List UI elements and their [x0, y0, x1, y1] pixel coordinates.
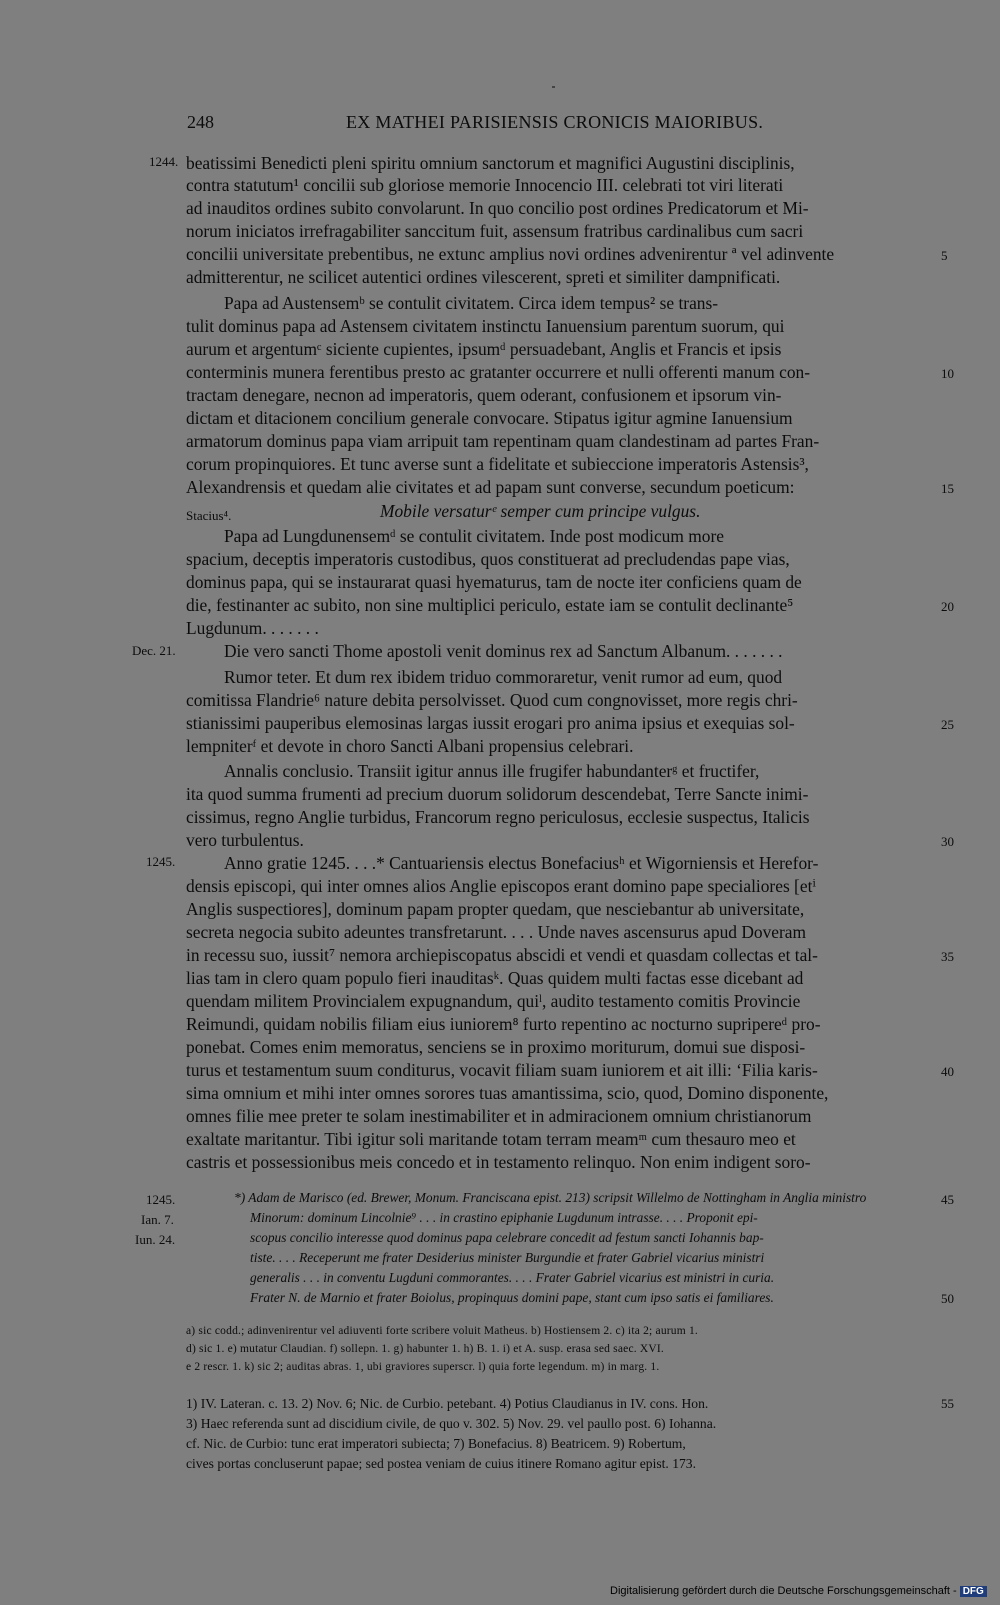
line-number: 40 [941, 1064, 954, 1079]
line-number: 15 [941, 481, 954, 496]
body-line: tractam denegare, necnon ad imperatoris, quem oderant, confusionem et ipsorum vin- [186, 385, 782, 405]
body-line: die, festinanter ac subito, non sine multiplici periculo, estate iam se contulit declinante⁵ [186, 595, 794, 615]
body-line: secreta negocia subito adeuntes transfretarunt. . . . Unde naves ascensurus apud Doveram [186, 922, 807, 942]
line-number: 10 [941, 366, 954, 381]
verse-quote: Mobile versaturᵉ semper cum principe vulgus. [380, 501, 701, 521]
line-number: 55 [941, 1396, 954, 1411]
body-line: stianissimi pauperibus elemosinas largas iussit erogari pro anima ipsius et exequias sol- [186, 713, 795, 733]
body-line: turus et testamentum suum conditurus, vocavit filiam suam iuniorem et ait illi: ‘Filia karis- [186, 1060, 818, 1080]
body-line: Die vero sancti Thome apostoli venit dominus rex ad Sanctum Albanum. . . . . . . [224, 641, 783, 661]
body-line: lempniterᶠ et devote in choro Sancti Albani propensius celebrari. [186, 736, 634, 756]
footnote-line: scopus concilio interesse quod dominus papa celebrare concedit ad festum sancti Iohannis bap- [250, 1230, 764, 1245]
dfg-logo: DFG [960, 1586, 987, 1597]
scan-mark [552, 86, 555, 88]
line-number: 50 [941, 1291, 954, 1306]
footnote-line: Minorum: dominum Lincolnie⁹ . . . in crastino epiphanie Lugdunum intrasse. . . . Proponit epi- [250, 1210, 758, 1225]
apparatus-line: a) sic codd.; adinvenirentur vel adiuventi forte scribere voluit Matheus. b) Hostiensem 2. c) ita 2; aurum 1. [186, 1325, 699, 1337]
apparatus-line: e 2 rescr. 1. k) sic 2; auditas abras. 1, ubi graviores superscr. l) quia forte legendum. m) in marg. 1. [186, 1361, 660, 1373]
apparatus-line: d) sic 1. e) mutatur Claudian. f) sollepn. 1. g) habunter 1. h) B. 1. i) et A. susp. erasa sed saec. XVI. [186, 1343, 665, 1355]
body-line: cissimus, regno Anglie turbidus, Francorum regno periculosus, ecclesie suspectus, Italicis [186, 807, 810, 827]
section-heading-line: Rumor teter. Et dum rex ibidem triduo commoraretur, venit rumor ad eum, quod [224, 667, 783, 687]
footnote-line: Frater N. de Marnio et frater Boiolus, propinquus domini pape, stant cum ipso satis ei familiares. [250, 1290, 774, 1305]
body-line: sima omnium et mihi inter omnes sorores tuas amantissima, scio, quod, Domino disponente, [186, 1083, 829, 1103]
margin-stacius: Stacius⁴. [186, 508, 232, 523]
reference-line: cives portas concluserunt papae; sed postea veniam de cuius itinere Romano agitur epist. 173. [186, 1456, 696, 1471]
line-number: 35 [941, 949, 954, 964]
footnote-line: generalis . . . in conventu Lugduni commorantes. . . . Frater Gabriel vicarius est ministri in curia. [250, 1270, 775, 1285]
running-title: EX MATHEI PARISIENSIS CRONICIS MAIORIBUS. [346, 112, 764, 132]
section-heading-line: Papa ad Austensemᵇ se contulit civitatem. Circa idem tempus² se trans- [224, 293, 719, 313]
line-number: 30 [941, 834, 954, 849]
line-number: 20 [941, 599, 954, 614]
reference-line: 1) IV. Lateran. c. 13. 2) Nov. 6; Nic. de Curbio. petebant. 4) Potius Claudianus in IV. cons. Hon. [186, 1396, 709, 1411]
section-heading-line: Annalis conclusio. Transiit igitur annus ille frugifer habundanterᵍ et fructifer, [224, 761, 760, 781]
body-line: contra statutum¹ concilii sub gloriose memorie Innocencio III. celebrati tot viri literati [186, 175, 784, 195]
body-line: ita quod summa frumenti ad precium duorum solidorum descendebat, Terre Sancte inimi- [186, 784, 809, 804]
body-line: Reimundi, quidam nobilis filiam eius iuniorem⁸ furto repentino ac nocturno supripereᵈ pro- [186, 1014, 821, 1034]
reference-line: cf. Nic. de Curbio: tunc erat imperatori subiecta; 7) Bonefacius. 8) Beatricem. 9) Robertum, [186, 1436, 686, 1451]
footnote-margin-date: 1245. [146, 1192, 176, 1207]
body-line: Alexandrensis et quedam alie civitates et ad papam sunt converse, secundum poeticum: [186, 477, 795, 497]
body-line: corum propinquiores. Et tunc averse sunt a fidelitate et subieccione imperatoris Astensis³, [186, 454, 809, 474]
body-line: comitissa Flandrie⁶ nature debita persolvisset. Quod cum congnovisset, more regis chri- [186, 690, 798, 710]
body-line: beatissimi Benedicti pleni spiritu omnium sanctorum et magnifici Augustini disciplinis, [186, 153, 795, 173]
body-line: lias tam in clero quam populo fieri inauditasᵏ. Quas quidem multi factas esse dicebant ad [186, 968, 804, 988]
page-number: 248 [187, 112, 214, 132]
body-line: armatorum dominus papa viam arripuit tam repentinam quam clandestinam ad partes Fran- [186, 431, 820, 451]
body-line: castris et possessionibus meis concedo et in testamento relinquo. Non enim indigent soro- [186, 1152, 811, 1172]
margin-date-dec21: Dec. 21. [132, 643, 176, 658]
body-line: dictam et ditacionem concilium generale convocare. Stipatus igitur agmine Ianuensium [186, 408, 793, 428]
credit-text: Digitalisierung gefördert durch die Deutsche Forschungsgemeinschaft - [610, 1585, 957, 1597]
footnote-line: *) Adam de Marisco (ed. Brewer, Monum. Franciscana epist. 213) scripsit Willelmo de Nottingham in Anglia ministro [234, 1190, 867, 1205]
body-line: Anglis suspectiores], dominum papam propter quedam, que nesciebantur ab universitate, [186, 899, 805, 919]
body-line: dominus papa, qui se instaurarat quasi hyematurus, tam de nocte iter conficiens quam de [186, 572, 802, 592]
body-line: quendam militem Provincialem expugnandum, quiˡ, audito testamento comitis Provincie [186, 991, 801, 1011]
footnote-margin-date: Iun. 24. [135, 1232, 176, 1247]
line-number: 25 [941, 717, 954, 732]
body-line: ad inauditos ordines subito convolarunt. In quo concilio post ordines Predicatorum et Mi- [186, 198, 809, 218]
body-line: vero turbulentus. [186, 830, 304, 850]
margin-year-1245: 1245. [146, 854, 176, 869]
section-heading-line: Papa ad Lungdunensemᵈ se contulit civitatem. Inde post modicum more [224, 526, 724, 546]
body-line: exaltate maritantur. Tibi igitur soli maritande totam terram meamᵐ cum thesauro meo et [186, 1129, 796, 1149]
body-line: ponebat. Comes enim memoratus, senciens se in proximo moriturum, domui sue disposi- [186, 1037, 806, 1057]
digitization-credit [610, 1585, 987, 1597]
body-line: norum iniciatos irrefragabiliter sanccitum fuit, assensum fratribus cardinalibus cum sacri [186, 221, 804, 241]
body-line: Anno gratie 1245. . . .* Cantuariensis electus Bonefaciusʰ et Wigorniensis et Herefor- [224, 853, 819, 873]
footnote-margin-date: Ian. 7. [141, 1212, 174, 1227]
line-number: 5 [941, 248, 948, 263]
body-line: spacium, deceptis imperatoris custodibus, quos constituerat ad precludendas pape vias, [186, 549, 790, 569]
margin-year-1244: 1244. [149, 154, 179, 169]
body-line: densis episcopi, qui inter omnes alios Anglie episcopos erant domino pape specialiores [etⁱ [186, 876, 816, 896]
body-line: conterminis munera ferentibus presto ac gratanter occurrere et nulli offerenti manum con- [186, 362, 811, 382]
line-number: 45 [941, 1192, 954, 1207]
footnote-line: tiste. . . . Receperunt me frater Desiderius minister Burgundie et frater Gabriel vicarius ministri [250, 1250, 765, 1265]
body-line: Lugdunum. . . . . . . [186, 618, 319, 638]
body-line: aurum et argentumᶜ siciente cupientes, ipsumᵈ persuadebant, Anglis et Francis et ipsis [186, 339, 782, 359]
body-line: concilii universitate prebentibus, ne extunc amplius novi ordines advenirentur ª vel adinvente [186, 244, 835, 264]
body-line: admitterentur, ne scilicet autentici ordines vilescerent, spreti et similiter dampnificati. [186, 267, 781, 287]
body-line: tulit dominus papa ad Astensem civitatem instinctu Ianuensium parentum suorum, qui [186, 316, 785, 336]
body-line: omnes filie mee preter te solam inestimabiliter et in admiracionem omnium christianorum [186, 1106, 812, 1126]
body-line: in recessu suo, iussit⁷ nemora archiepiscopatus abscidi et vendi et quasdam collectas et tal- [186, 945, 818, 965]
reference-line: 3) Haec referenda sunt ad discidium civile, de quo v. 302. 5) Nov. 29. vel paullo post. 6) Iohanna. [186, 1416, 717, 1431]
